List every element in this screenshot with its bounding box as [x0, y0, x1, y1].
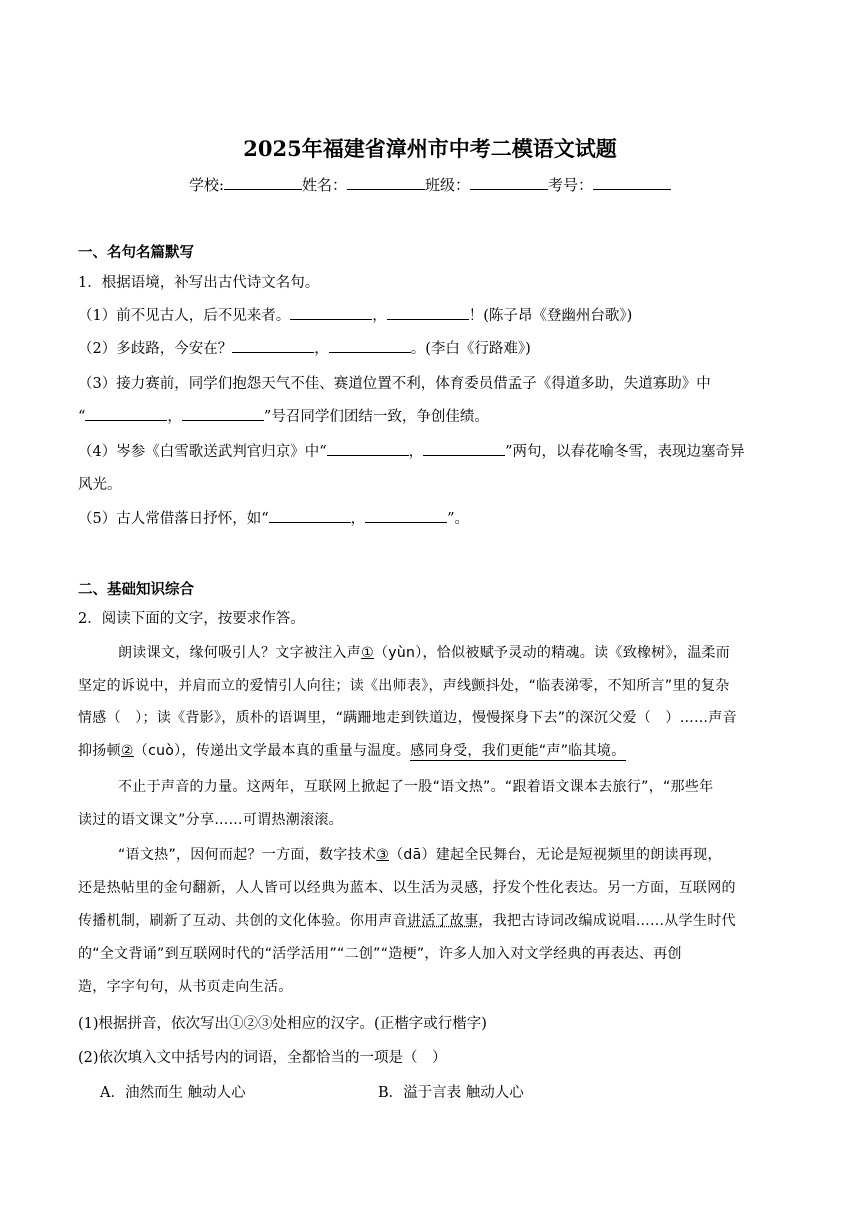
class-label: 班级： — [425, 176, 471, 194]
q1-stem: 1．根据语境，补写出古代诗文名句。 — [78, 275, 320, 291]
passage-p3-line5: 造，字字句句，从书页走向生活。 — [78, 979, 293, 995]
passage-p1-line2: 坚定的诉说中，并肩而立的爱情引人向往；读《出师表》，声线颤抖处，“临表涕零，不知所言”里的复杂 — [78, 678, 730, 694]
option-a[interactable]: A．油然而生 触动人心 — [100, 1085, 246, 1101]
passage-p1-line4: 抑扬顿②（cuò），传递出文学最本真的重量与温度。感同身受，我们更能“声”临其境。 — [78, 743, 626, 759]
answer-blank[interactable] — [387, 305, 469, 320]
passage-p1-line3: 情感（ ）；读《背影》，质朴的语调里，“蹒跚地走到铁道边，慢慢探身下去”的深沉父爱（ ）……声音 — [78, 710, 737, 726]
answer-blank[interactable] — [269, 508, 351, 523]
passage-p3-line2: 还是热帖里的金句翻新，人人皆可以经典为蓝本、以生活为灵感，抒发个性化表达。另一方面，互联网的 — [78, 880, 736, 896]
answer-blank[interactable] — [290, 305, 372, 320]
q1-item-2: （2）多歧路，今安在？ ， 。(李白《行路难》) — [78, 337, 531, 358]
answer-blank[interactable] — [327, 441, 409, 456]
blank-1[interactable]: ① — [361, 645, 374, 661]
answer-blank[interactable] — [85, 406, 167, 421]
name-blank[interactable] — [347, 175, 425, 190]
option-b[interactable]: B．溢于言表 触动人心 — [378, 1085, 524, 1101]
answer-blank[interactable] — [423, 441, 505, 456]
answer-blank[interactable] — [182, 406, 264, 421]
passage-p2-line1: 不止于声音的力量。这两年，互联网上掀起了一股“语文热”。“跟着语文课本去旅行”，“那些年 — [118, 779, 714, 795]
blank-2[interactable]: ② — [120, 743, 134, 759]
q1-item-1: （1）前不见古人，后不见来者。 ， ！(陈子昂《登幽州台歌》) — [78, 304, 632, 325]
answer-blank[interactable] — [329, 338, 411, 353]
passage-p3-line1: “语文热”，因何而起？一方面，数字技术③（dā）建起全民舞台，无论是短视频里的朗读再现， — [118, 847, 722, 863]
section1-heading: 一、名句名篇默写 — [78, 244, 194, 261]
answer-blank[interactable] — [232, 338, 314, 353]
number-blank[interactable] — [593, 175, 671, 190]
q2-stem: 2．阅读下面的文字，按要求作答。 — [78, 611, 305, 627]
class-blank[interactable] — [470, 175, 548, 190]
passage-p3-line4: 的“全文背诵”到互联网时代的“活学活用”“二创”“造梗”，许多人加入对文学经典的再表达、再创 — [78, 946, 682, 962]
passage-p1-line1: 朗读课文，缘何吸引人？文字被注入声①（yùn），恰似被赋予灵动的精魂。读《致橡树》，温柔而 — [118, 645, 731, 661]
answer-blank[interactable] — [365, 508, 447, 523]
student-info-line — [0, 174, 860, 195]
sub-question-1: (1)根据拼音，依次写出①②③处相应的汉字。(正楷字或行楷字) — [78, 1016, 487, 1032]
name-label: 姓名： — [302, 176, 348, 194]
blank-3[interactable]: ③ — [376, 847, 390, 863]
sub-question-2: (2)依次填入文中括号内的词语，全都恰当的一项是（ ） — [78, 1050, 447, 1066]
q1-item-3-line1: （3）接力赛前，同学们抱怨天气不佳、赛道位置不利，体育委员借孟子《得道多助，失道寡助》中 — [78, 376, 711, 392]
q1-item-5: （5）古人常借落日抒怀，如“ ， ”。 — [78, 507, 469, 528]
school-blank[interactable] — [224, 175, 302, 190]
school-label: 学校: — [188, 176, 224, 194]
section2-heading: 二、基础知识综合 — [78, 581, 194, 598]
q1-item-4-line2: 风光。 — [78, 477, 122, 493]
underlined-sentence: 感同身受，我们更能“声”临其境。 — [410, 743, 626, 759]
page-title: 2025年福建省漳州市中考二模语文试题 — [243, 136, 617, 161]
q1-item-3-line2: “ ， ”号召同学们团结一致，争创佳绩。 — [78, 405, 489, 426]
passage-p3-line3: 传播机制，刷新了互动、共创的文化体验。你用声音讲活了故事，我把古诗词改编成说唱……从学生时代 — [78, 913, 736, 929]
number-label: 考号： — [548, 176, 594, 194]
passage-p2-line2: 读过的语文课文”分享……可谓热潮滚滚。 — [78, 812, 343, 828]
q1-item-4-line1: （4）岑参《白雪歌送武判官归京》中“ ， ”两句，以春花喻冬雪，表现边塞奇异 — [78, 440, 745, 461]
dotted-phrase: 讲活了故事 — [406, 913, 479, 929]
